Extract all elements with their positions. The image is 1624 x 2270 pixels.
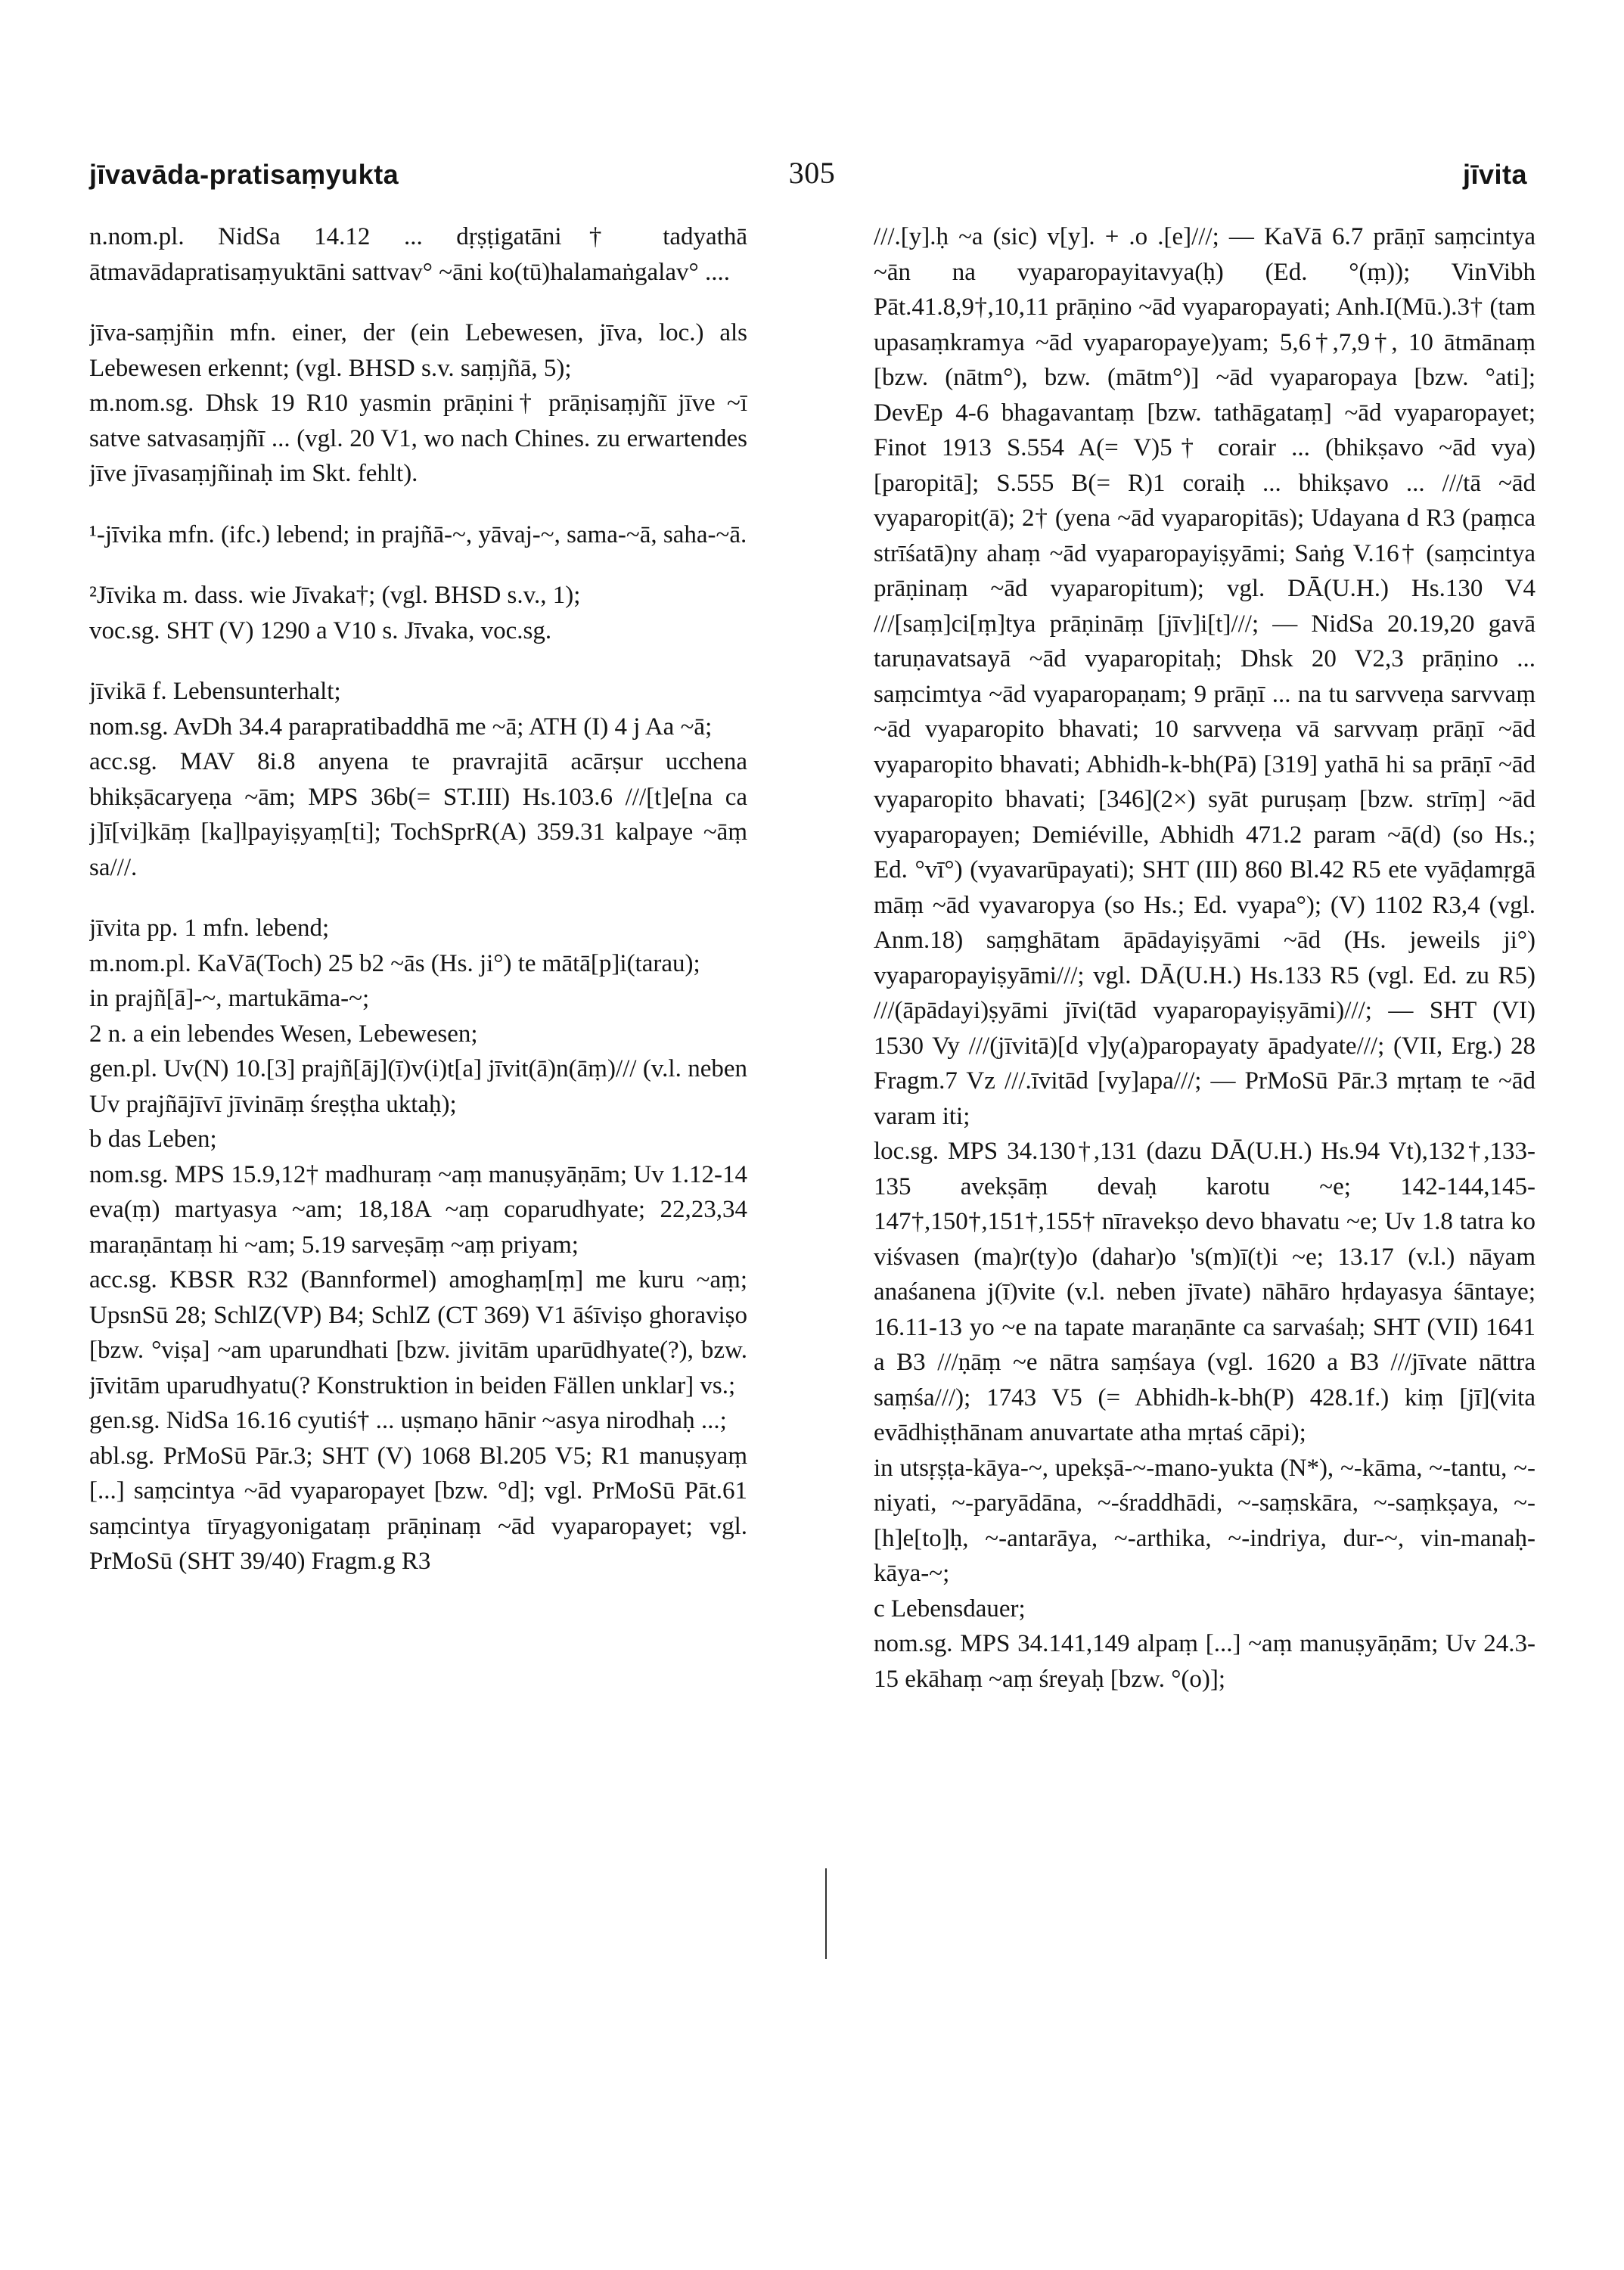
entry-line: n.nom.pl. NidSa 14.12 ... dṛṣṭigatāni† tadyathā ātmavādapratisaṃyuktāni sattvav° ~āni ko(tū)halamaṅgalav° .... (89, 223, 747, 286)
entry-line: jīvikā f. Lebensunterhalt; (89, 678, 341, 705)
entry-line: gen.pl. Uv(N) 10.[3] prajñ[āj](ī)v(i)t[a] jīvit(ā)n(āṃ)/// (v.l. neben Uv prajñājīvī jīvināṃ śreṣṭha uktaḥ); (89, 1055, 747, 1118)
entry-line: ²Jīvika m. dass. wie Jīvaka†; (vgl. BHSD s.v., 1); (89, 582, 581, 609)
dictionary-entry (89, 315, 747, 492)
dictionary-entry (89, 219, 747, 290)
entry-line: nom.sg. MPS 34.141,149 alpaṃ [...] ~aṃ manuṣyāṇām; Uv 24.3-15 ekāhaṃ ~aṃ śreyaḥ [bzw. °(o)]; (874, 1630, 1536, 1693)
dictionary-entry (89, 517, 747, 553)
right-column (874, 219, 1536, 2201)
dictionary-entry (89, 674, 747, 885)
entry-line: ///.[y].ḥ ~a (sic) v[y]. + .o .[e]///; — KaVā 6.7 prāṇī saṃcintya ~ān na vyaparopayitavya(ḥ) (Ed. °(ṃ)); VinVibh Pāt.41.8,9†,10,11 prāṇino ~ād vyaparopayati; Anh.I(Mū.).3† (tam upasaṃkramya ~ād vyaparopaye)yam; 5,6†,7,9†, 10 ātmānaṃ [bzw. (nātm°), bzw. (mātm°)] ~ād vyaparopaya [bzw. °ati]; DevEp 4-6 bhagavantaṃ [bzw. tathāgataṃ] ~ād vyaparopayet; Finot 1913 S.554 A(= V)5† corair ... (bhikṣavo ~ād vya)[paropitā]; S.555 B(= R)1 coraiḥ ... bhikṣavo ... ///tā ~ād vyaparopit(ā); 2† (yena ~ād vyaparopitās); Udayana d R3 (paṃca strīśatā)ny ahaṃ ~ād vyaparopayiṣyāmi; Saṅg V.16† (saṃcintya prāṇinaṃ ~ād vyaparopitum); vgl. DĀ(U.H.) Hs.130 V4 ///[saṃ]ci[ṃ]tya prāṇināṃ [jīv]i[t]///; — NidSa 20.19,20 gavā taruṇavatsayā ~ād vyaparopitaḥ; Dhsk 20 V2,3 prāṇino ... saṃcimtya ~ād vyaparopaṇam; 9 prāṇī ... na tu sarvveṇa sarvvaṃ ~ād vyaparopito bhavati; 10 sarvveṇa vā sarvvaṃ prāṇī ~ād vyaparopito bhavati; Abhidh-k-bh(Pā) [319] yathā hi sa prāṇī ~ād vyaparopito bhavati; [346](2×) syāt puruṣaṃ [bzw. strīṃ] ~ād vyaparopayen; Demiéville, Abhidh 471.2 param ~ā(d) (so Hs.; Ed. °vī°) (vyavarūpayati); SHT (III) 860 Bl.42 R5 ete vyāḍamṛgā māṃ ~ād vyavaropya (so Hs.; Ed. vyapa°); (V) 1102 R3,4 (vgl. Anm.18) saṃghātam āpādayiṣyāmi ~ād (Hs. jeweils ji°) vyaparopayiṣyāmi///; vgl. DĀ(U.H.) Hs.133 R5 (vgl. Ed. zu R5) ///(āpādayi)ṣyāmi jīvi(tād vyaparopayiṣyāmi)///; — SHT (VI) 1530 Vy ///(jīvitā)[d v]y(a)paropayaty āpadyate///; (VII, Erg.) 28 Fragm.7 Vz ///.īvitād [vy]apa///; — PrMoSū Pār.3 mṛtaṃ te ~ād varam iti; (874, 223, 1536, 1130)
entry-line: voc.sg. SHT (V) 1290 a V10 s. Jīvaka, voc.sg. (89, 616, 552, 644)
entry-line: gen.sg. NidSa 16.16 cyutiś† ... uṣmaṇo hānir ~asya nirodhaḥ ...; (89, 1407, 727, 1434)
entry-line: b das Leben; (89, 1126, 217, 1153)
left-column (89, 219, 747, 2201)
entry-line: jīvita pp. 1 mfn. lebend; (89, 915, 330, 942)
entry-line: acc.sg. MAV 8i.8 anyena te pravrajitā acārṣur ucchena bhikṣācaryeṇa ~ām; MPS 36b(= ST.III) Hs.103.6 ///[t]e[na ca j]ī[vi]kāṃ [ka]lpayiṣyaṃ[ti]; TochSprR(A) 359.31 kalpaye ~āṃ sa///. (89, 748, 747, 881)
entry-line: abl.sg. PrMoSū Pār.3; SHT (V) 1068 Bl.205 V5; R1 manuṣyaṃ [...] saṃcintya ~ād vyaparopayet [bzw. °d]; vgl. PrMoSū Pāt.61 saṃcintya tīryagyonigataṃ prāṇinaṃ ~ād vyaparopayet; vgl. PrMoSū (SHT 39/40) Fragm.g R3 (89, 1442, 747, 1575)
entry-line: m.nom.pl. KaVā(Toch) 25 b2 ~ās (Hs. ji°) te mātā[p]i(tarau); (89, 949, 700, 977)
entry-line: in prajñ[ā]-~, martukāma-~; (89, 985, 370, 1012)
entry-line: c Lebensdauer; (874, 1595, 1026, 1623)
entry-line: loc.sg. MPS 34.130†,131 (dazu DĀ(U.H.) Hs.94 Vt),132†,133-135 avekṣāṃ devaḥ karotu ~e; 142-144,145-147†,150†,151†,155† nīravekṣo devo bhavatu ~e; Uv 1.8 tatra ko viśvasen (ma)r(ty)o (dahar)o 's(m)ī(t)i ~e; 13.17 (v.l.) nāyam anaśanena j(ī)vite (v.l. neben jīvate) nāhāro hṛdayasya śāntaye; 16.11-13 yo ~e na tapate maraṇānte ca sarvaśaḥ; SHT (VII) 1641 a B3 ///ṇāṃ ~e nātra saṃśaya (vgl. 1620 a B3 ///jīvate nāttra saṃśa///); 1743 V5 (= Abhidh-k-bh(P) 428.1f.) kiṃ [jī](vita evādhiṣṭhānam anuvartate atha mṛtaś cāpi); (874, 1138, 1536, 1446)
entry-line: in utsṛṣṭa-kāya-~, upekṣā-~-mano-yukta (N*), ~-kāma, ~-tantu, ~-niyati, ~-paryādāna, ~-śraddhādi, ~-saṃskāra, ~-saṃkṣaya, ~-[h]e[to]ḥ, ~-antarāya, ~-arthika, ~-indriya, dur-~, vin-manaḥ-kāya-~; (874, 1454, 1536, 1587)
entry-line: jīva-saṃjñin mfn. einer, der (ein Lebewesen, jīva, loc.) als Lebewesen erkennt; (vgl. BHSD s.v. saṃjñā, 5); (89, 319, 747, 382)
entry-line: acc.sg. KBSR R32 (Bannformel) amoghaṃ[ṃ] me kuru ~aṃ; UpsnSū 28; SchlZ(VP) B4; SchlZ (CT 369) V1 āśīviṣo ghoraviṣo [bzw. °viṣa] ~am uparundhati [bzw. jivitām uparūdhyate(?), bzw. jīvitām uparudhyatu(? Konstruktion in beiden Fällen unklar] vs.; (89, 1266, 747, 1399)
dictionary-entry (89, 911, 747, 1579)
entry-line: 2 n. a ein lebendes Wesen, Lebewesen; (89, 1020, 478, 1048)
entry-line: m.nom.sg. Dhsk 19 R10 yasmin prāṇini† prāṇisaṃjñī jīve ~ī satve satvasaṃjñī ... (vgl. 20 V1, wo nach Chines. zu erwartendes jīve jīvasaṃjñinaḥ im Skt. fehlt). (89, 390, 747, 487)
page-number: 305 (788, 156, 836, 190)
column-divider (825, 1868, 827, 1959)
entry-line: ¹-jīvika mfn. (ifc.) lebend; in prajñā-~, yāvaj-~, sama-~ā, saha-~ā. (89, 520, 747, 548)
running-head-right: jīvita (1462, 159, 1527, 190)
entry-line: nom.sg. MPS 15.9,12† madhuraṃ ~aṃ manuṣyāṇām; Uv 1.12-14 eva(ṃ) martyasya ~am; 18,18A ~aṃ coparudhyate; 22,23,34 maraṇāntaṃ hi ~am; 5.19 sarveṣāṃ ~aṃ priyam; (89, 1160, 747, 1259)
dictionary-entry (874, 219, 1536, 1697)
running-head-left: jīvavāda-pratisaṃyukta (89, 159, 399, 190)
entry-line: nom.sg. AvDh 34.4 parapratibaddhā me ~ā; ATH (I) 4 j Aa ~ā; (89, 713, 713, 741)
dictionary-entry (89, 578, 747, 648)
